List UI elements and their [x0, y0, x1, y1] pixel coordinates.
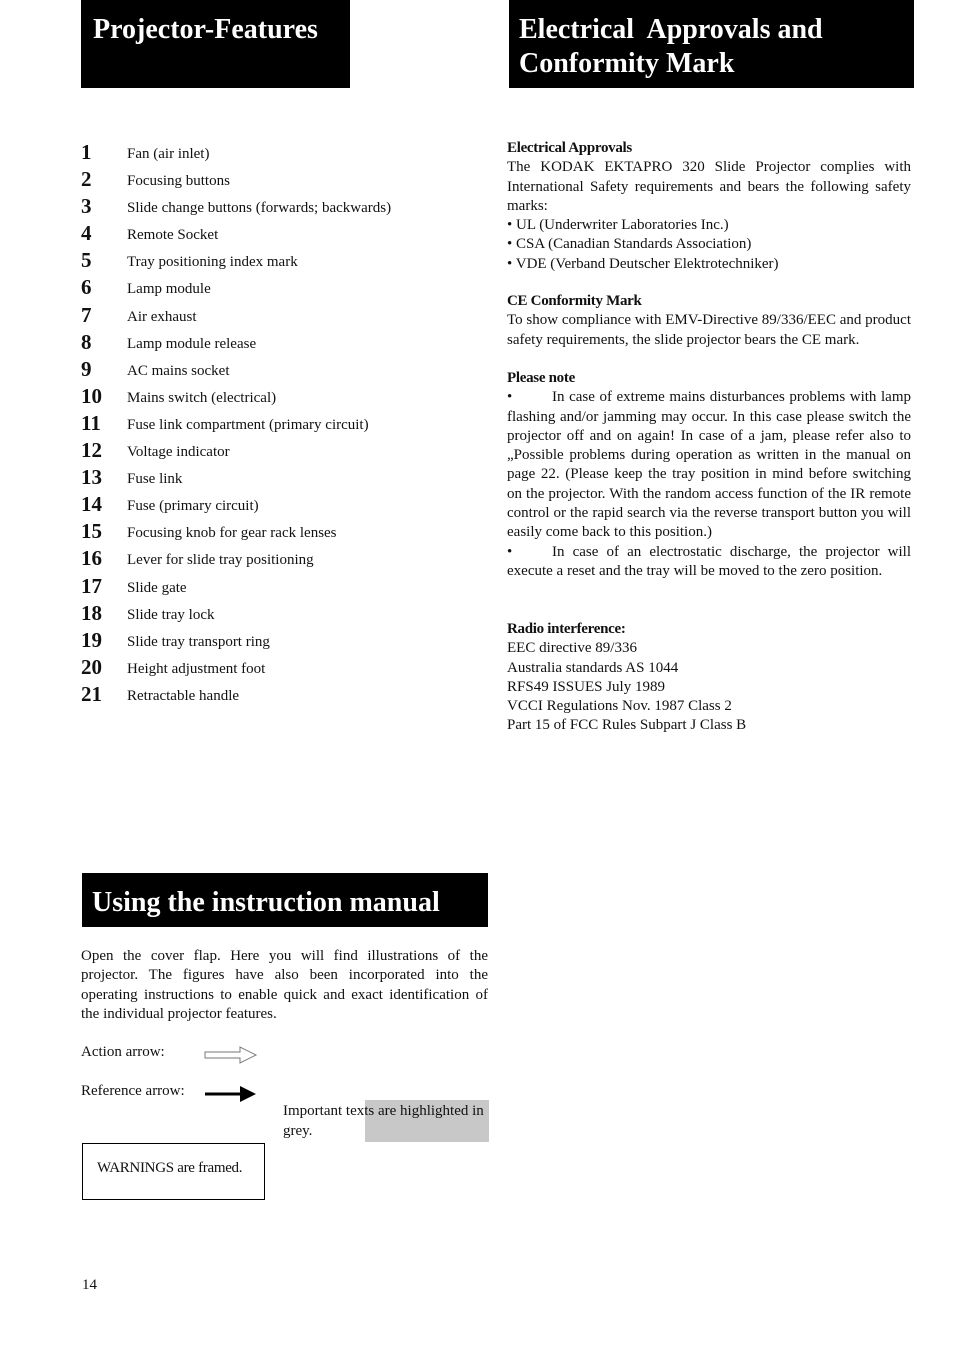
feature-label: Fuse (primary circuit): [127, 498, 259, 515]
feature-label: Lamp module release: [127, 335, 257, 352]
radio-line: Australia standards AS 1044: [507, 659, 679, 676]
note-item-2: [507, 543, 911, 582]
safety-mark-vde: • VDE (Verband Deutscher Elektrotechniker): [507, 255, 779, 272]
instruction-manual-header: Using the instruction manual: [82, 873, 488, 927]
radio-line: RFS49 ISSUES July 1989: [507, 678, 665, 695]
feature-number: 11: [81, 410, 101, 435]
feature-number: 12: [81, 438, 102, 463]
safety-mark-csa: • CSA (Canadian Standards Association): [507, 236, 752, 253]
bullet: •: [507, 389, 513, 406]
feature-number: 4: [81, 221, 92, 246]
feature-item: [81, 411, 461, 438]
feature-label: Fuse link compartment (primary circuit): [127, 416, 369, 433]
feature-number: 7: [81, 302, 92, 327]
note-item-2-text: In case of an electrostatic discharge, the projector will execute a reset and the tray will be moved to the zero position.: [507, 543, 911, 579]
feature-item: [81, 194, 461, 221]
feature-label: Retractable handle: [127, 687, 240, 704]
feature-label: Height adjustment foot: [127, 660, 266, 677]
feature-item: [81, 167, 461, 194]
feature-label: Remote Socket: [127, 227, 219, 244]
note-item-1: [507, 388, 911, 542]
feature-item: [81, 357, 461, 384]
feature-number: 5: [81, 248, 92, 273]
grey-highlight-text: Important texts are highlighted in grey.: [283, 1103, 484, 1139]
feature-number: 13: [81, 465, 102, 490]
feature-item: [81, 330, 461, 357]
feature-item: [81, 546, 461, 573]
ce-conformity-body: To show compliance with EMV-Directive 89/336/EEC and product safety requirements, the slide projector bears the CE mark.: [507, 312, 911, 348]
bullet: •: [507, 543, 513, 560]
feature-label: Slide change buttons (forwards; backwards): [127, 200, 392, 217]
feature-number: 17: [81, 573, 102, 598]
please-note-heading: Please note: [507, 370, 575, 386]
feature-number: 1: [81, 140, 92, 164]
feature-label: Fan (air inlet): [127, 146, 210, 162]
radio-line: EEC directive 89/336: [507, 640, 637, 657]
reference-arrow-label: Reference arrow:: [81, 1083, 185, 1099]
feature-item: [81, 221, 461, 248]
approvals-header: [509, 0, 914, 88]
feature-item: [81, 303, 461, 330]
feature-number: 6: [81, 275, 92, 300]
feature-label: Voltage indicator: [127, 444, 230, 461]
feature-label: Mains switch (electrical): [127, 389, 277, 406]
feature-item: [81, 601, 461, 628]
feature-label: Lamp module: [127, 281, 211, 298]
feature-label: Slide tray lock: [127, 606, 215, 623]
feature-label: Focusing buttons: [127, 173, 230, 190]
please-note-section: [507, 369, 911, 581]
feature-item: [81, 655, 461, 682]
feature-number: 2: [81, 167, 92, 192]
action-arrow-icon: [204, 1045, 258, 1065]
ce-conformity-heading: CE Conformity Mark: [507, 293, 642, 309]
feature-item: [81, 465, 461, 492]
electrical-approvals-section: [507, 139, 911, 274]
radio-line: Part 15 of FCC Rules Subpart J Class B: [507, 717, 747, 734]
warning-frame-text: WARNINGS are framed.: [97, 1160, 243, 1176]
electrical-approvals-body: The KODAK EKTAPRO 320 Slide Projector complies with International Safety requirements and bears the following safety marks:: [507, 159, 911, 214]
feature-label: Focusing knob for gear rack lenses: [127, 525, 337, 542]
feature-item: [81, 519, 461, 546]
approvals-header-line2: Conformity Mark: [519, 48, 735, 79]
radio-interference-heading: Radio interference:: [507, 621, 626, 637]
action-arrow-label: Action arrow:: [81, 1044, 165, 1060]
feature-number: 9: [81, 356, 92, 381]
feature-number: 8: [81, 329, 92, 354]
feature-item: [81, 628, 461, 655]
note-item-1-text: In case of extreme mains disturbances problems with lamp flashing and/or jamming may occur. In this case please switch the projector off and on again! In case of a jam, please refer also to „Possible problems during operation as written in the manual on page 22. (Please keep the tray position in mind before switching on the projector. With the random access function of the IR remote control or the rapid search via the reverse transport button you will easily come back to this position.): [507, 389, 911, 541]
safety-mark-ul: • UL (Underwriter Laboratories Inc.): [507, 217, 729, 234]
feature-label: Fuse link: [127, 471, 183, 488]
feature-item: [81, 275, 461, 302]
projector-features-header: Projector-Features: [81, 0, 350, 88]
feature-label: Lever for slide tray positioning: [127, 552, 314, 569]
feature-number: 15: [81, 519, 102, 544]
page-number: 14: [82, 1277, 97, 1293]
feature-item: [81, 248, 461, 275]
warning-frame-sample: [82, 1143, 265, 1200]
feature-label: Tray positioning index mark: [127, 254, 298, 271]
feature-label: Slide tray transport ring: [127, 633, 270, 650]
electrical-approvals-heading: Electrical Approvals: [507, 140, 632, 156]
feature-number: 20: [81, 654, 102, 679]
feature-list: [81, 140, 461, 709]
feature-label: AC mains socket: [127, 362, 230, 379]
radio-interference-section: [507, 620, 911, 736]
feature-number: 16: [81, 546, 102, 571]
ce-conformity-section: [507, 292, 911, 350]
approvals-header-line1: Electrical Approvals and: [519, 14, 823, 45]
radio-line: VCCI Regulations Nov. 1987 Class 2: [507, 698, 732, 715]
feature-item: [81, 682, 461, 709]
feature-item: [81, 574, 461, 601]
instruction-manual-body: Open the cover flap. Here you will find illustrations of the projector. The figures have also been incorporated into the operating instructions to enable quick and exact identification of the individual projector features.: [81, 948, 488, 1022]
feature-item: [81, 438, 461, 465]
feature-number: 18: [81, 600, 102, 625]
feature-label: Air exhaust: [127, 308, 197, 325]
feature-item: [81, 140, 461, 167]
feature-number: 10: [81, 383, 102, 408]
feature-number: 14: [81, 492, 102, 517]
feature-item: [81, 384, 461, 411]
feature-number: 21: [81, 681, 102, 706]
feature-item: [81, 492, 461, 519]
feature-number: 19: [81, 627, 102, 652]
feature-number: 3: [81, 194, 92, 219]
reference-arrow-icon: [204, 1084, 258, 1104]
feature-label: Slide gate: [127, 579, 187, 596]
